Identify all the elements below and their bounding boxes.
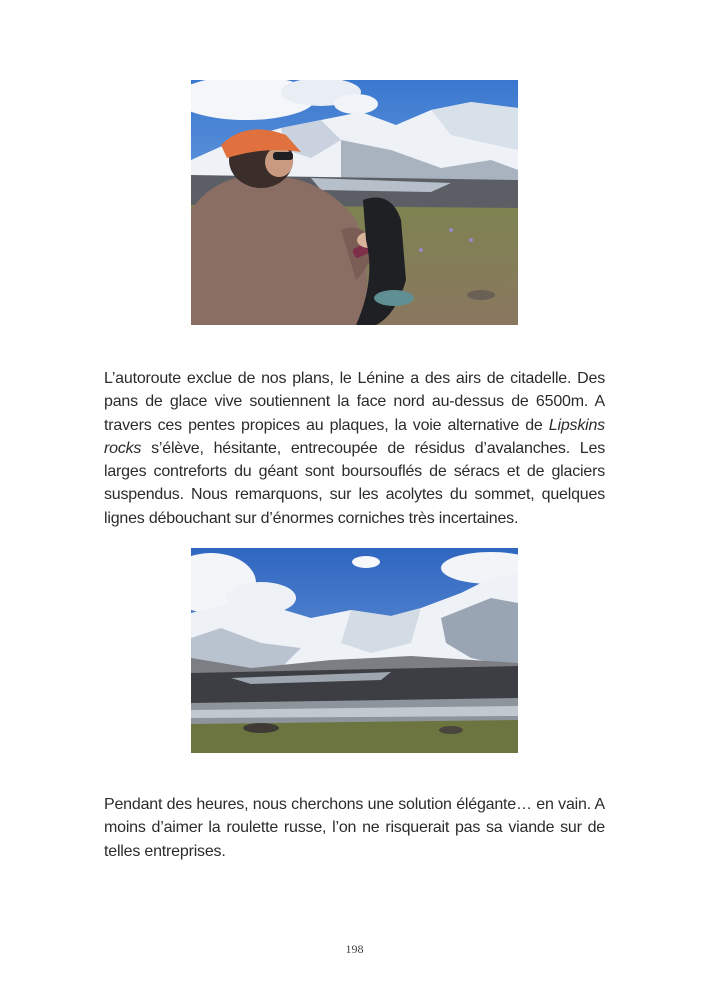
paragraph-citadelle (104, 367, 605, 530)
route-name-italic: Lipskins rocks (104, 416, 605, 457)
page-number: 198 (345, 942, 364, 956)
photo-lenin-north-face-image (191, 548, 518, 753)
paragraph-citadelle-part2: s’élève, hésitante, entrecoupée de résidus d’avalanches. Les larges contreforts du géant sont boursouflés de séracs et de glaciers suspendus. Nous remarquons, sur les acolytes du sommet, quelques lignes débouchant sur d’énormes corniches très incertaines. (104, 439, 605, 527)
photo-climber-glacier-image (191, 80, 518, 325)
photo-lenin-north-face (191, 548, 518, 753)
paragraph-roulette-russe: Pendant des heures, nous cherchons une solution élégante… en vain. A moins d’aimer la roulette russe, l’on ne risquerait pas sa viande sur de telles entreprises. (104, 796, 605, 860)
paragraph-citadelle-part1: L’autoroute exclue de nos plans, le Lénine a des airs de citadelle. Des pans de glace vive soutiennent la face nord au-dessus de 6500m. A travers ces pentes propices au plaques, la voie alternative de (104, 370, 605, 434)
photo-climber-glacier (191, 80, 518, 325)
